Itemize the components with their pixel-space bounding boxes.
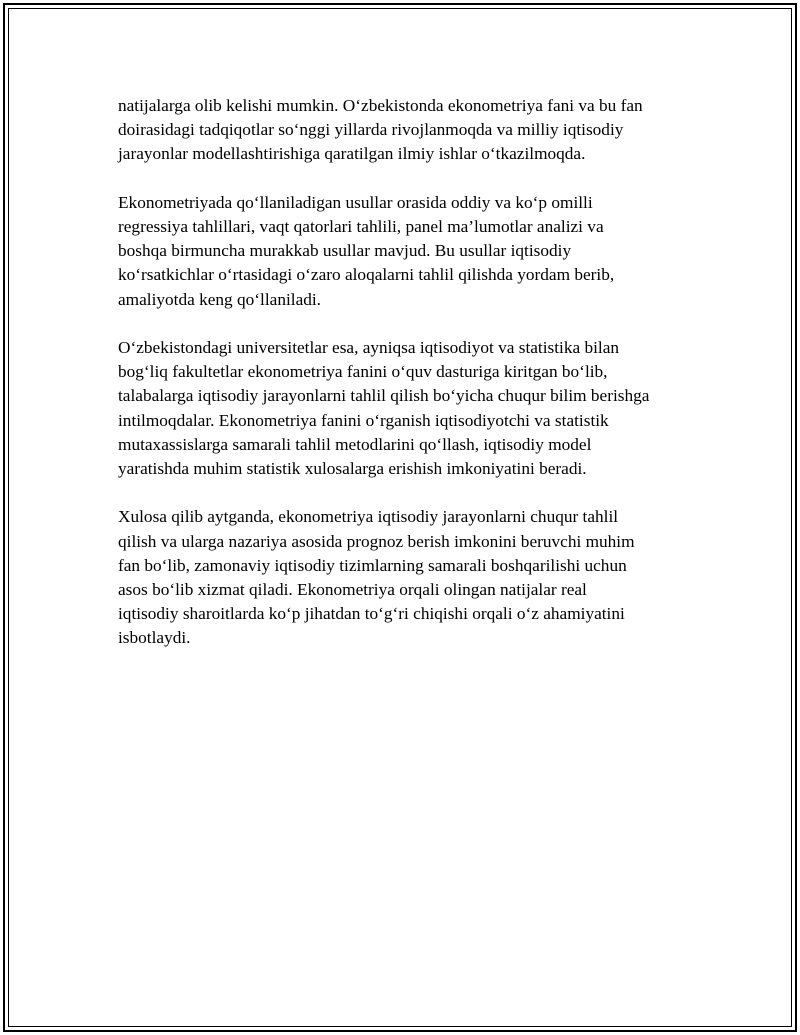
document-body — [118, 94, 698, 675]
text-line: boshqa birmuncha murakkab usullar mavjud. Bu usullar iqtisodiy — [118, 241, 572, 261]
text-line: ko‘rsatkichlar o‘rtasidagi o‘zaro aloqalarni tahlil qilishda yordam berib, — [118, 265, 615, 285]
text-line: yaratishda muhim statistik xulosalarga erishish imkoniyatini beradi. — [118, 459, 587, 479]
text-line: amaliyotda keng qo‘llaniladi. — [118, 289, 321, 309]
paragraph-1 — [118, 94, 698, 167]
text-line: Xulosa qilib aytganda, ekonometriya iqtisodiy jarayonlarni chuqur tahlil — [118, 507, 619, 527]
text-line: natijalarga olib kelishi mumkin. O‘zbekistonda ekonometriya fani va bu fan — [118, 96, 643, 115]
paragraph-2 — [118, 191, 698, 312]
text-line: Ekonometriyada qo‘llaniladigan usullar orasida oddiy va ko‘p omilli — [118, 192, 593, 212]
text-line: qilish va ularga nazariya asosida prognoz berish imkonini beruvchi muhim — [118, 531, 635, 551]
text-line: mutaxassislarga samarali tahlil metodlarini qo‘llash, iqtisodiy model — [118, 434, 592, 454]
text-line: talabalarga iqtisodiy jarayonlarni tahlil qilish bo‘yicha chuqur bilim berishga — [118, 386, 650, 406]
text-line: doirasidagi tadqiqotlar so‘nggi yillarda rivojlanmoqda va milliy iqtisodiy — [118, 120, 624, 140]
text-line: jarayonlar modellashtirishiga qaratilgan ilmiy ishlar o‘tkazilmoqda. — [118, 144, 586, 164]
text-line: intilmoqdalar. Ekonometriya fanini o‘rganish iqtisodiyotchi va statistik — [118, 410, 609, 430]
text-line: isbotlaydi. — [118, 628, 191, 648]
text-line: bog‘liq fakultetlar ekonometriya fanini o‘quv dasturiga kiritgan bo‘lib, — [118, 362, 608, 382]
text-line: O‘zbekistondagi universitetlar esa, ayniqsa iqtisodiyot va statistika bilan — [118, 338, 620, 357]
text-line: iqtisodiy sharoitlarda ko‘p jihatdan to‘g‘ri chiqishi orqali o‘z ahamiyatini — [118, 604, 625, 624]
text-line: regressiya tahlillari, vaqt qatorlari tahlili, panel ma’lumotlar analizi va — [118, 217, 604, 236]
paragraph-4 — [118, 505, 698, 650]
text-line: asos bo‘lib xizmat qiladi. Ekonometriya orqali olingan natijalar real — [118, 580, 587, 600]
paragraph-3 — [118, 336, 698, 481]
text-line: fan bo‘lib, zamonaviy iqtisodiy tizimlarning samarali boshqarilishi uchun — [118, 555, 627, 575]
